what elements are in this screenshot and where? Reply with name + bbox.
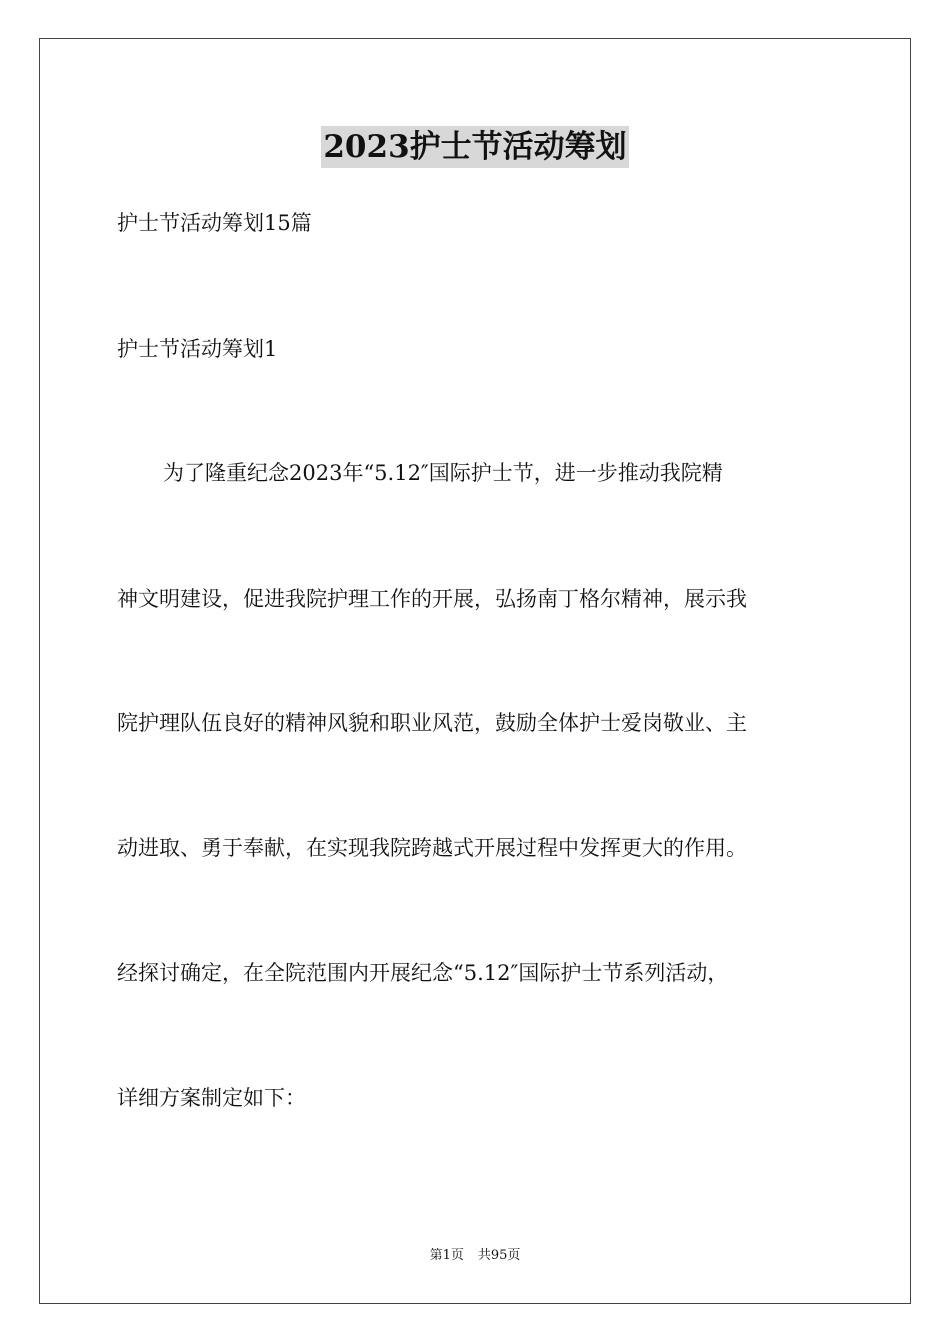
- page-footer: [0, 1247, 950, 1265]
- paragraph-line-4: 动进取、勇于奉献，在实现我院跨越式开展过程中发挥更大的作用。: [117, 836, 747, 860]
- page-total: 共95页: [477, 1248, 521, 1263]
- document-title: 2023护士节活动筹划: [321, 126, 628, 168]
- document-subtitle: 护士节活动筹划15篇: [117, 211, 312, 235]
- paragraph-line-2: 神文明建设，促进我院护理工作的开展，弘扬南丁格尔精神，展示我: [117, 587, 747, 611]
- title-container: [0, 126, 950, 168]
- paragraph-line-1: 为了隆重纪念2023年“5.12″国际护士节，进一步推动我院精: [163, 461, 723, 485]
- paragraph-line-3: 院护理队伍良好的精神风貌和职业风范，鼓励全体护士爱岗敬业、主: [117, 711, 747, 735]
- page-number: 第1页: [429, 1248, 464, 1263]
- paragraph-line-6: 详细方案制定如下：: [117, 1086, 306, 1110]
- paragraph-line-5: 经探讨确定，在全院范围内开展纪念“5.12″国际护士节系列活动，: [117, 961, 729, 985]
- section-heading: 护士节活动筹划1: [117, 337, 278, 361]
